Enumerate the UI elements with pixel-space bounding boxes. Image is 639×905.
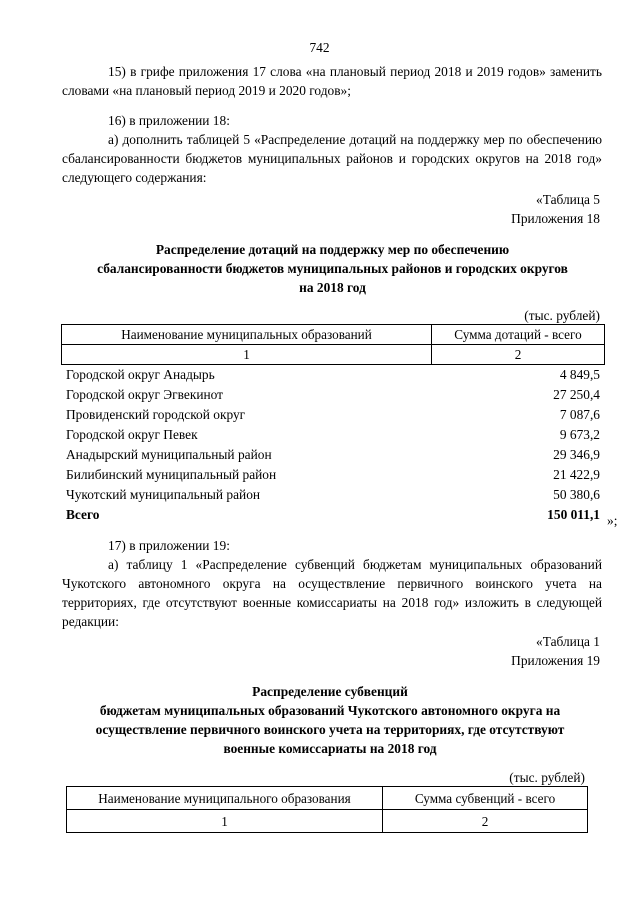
row-value: 9 673,2 [559,426,600,442]
row-name: Городской округ Анадырь [66,366,215,382]
table5-colnum-2: 2 [432,345,605,365]
table5-title-line1: Распределение дотаций на поддержку мер по обеспечению [155,242,510,257]
table1-header-table [66,786,588,833]
table-row [66,424,600,444]
row-name: Городской округ Эгвекинот [66,386,224,402]
row-value: 4 849,5 [559,366,600,382]
table5-closing-quote: »; [607,513,618,528]
table-total-row [66,504,600,524]
table-row [66,404,600,424]
row-value: 27 250,4 [553,386,600,402]
page-number: 742 [309,40,330,55]
paragraph-17-heading: 17) в приложении 19: [108,538,230,553]
table-row [66,384,600,404]
paragraph-17-a: а) таблицу 1 «Распределение субвенций бюджетам муниципальных образований Чукотского автономного округа на осуществление первичного воинского учета на территориях, где отсутствуют военные комиссариаты на 2018 год» изложить в следующей редакции: [62,557,602,629]
row-name: Билибинский муниципальный район [66,466,277,482]
row-value: 7 087,6 [559,406,600,422]
table1-caption-line1: «Таблица 1 [536,634,600,649]
table1-title-line3: осуществление первичного воинского учета на территориях, где отсутствуют [95,722,565,737]
table1-caption-line2: Приложения 19 [511,653,600,668]
table1-colnum-2: 2 [383,810,588,833]
table1-units: (тыс. рублей) [509,770,585,785]
table5-header-name: Наименование муниципальных образований [62,325,432,345]
table5-caption-line2: Приложения 18 [511,211,600,226]
paragraph-16-a: а) дополнить таблицей 5 «Распределение дотаций на поддержку мер по обеспечению сбалансированности бюджетов муниципальных районов и городских округов на 2018 год» следующего содержания: [62,132,602,185]
table-row [66,484,600,504]
table5-title-line3: на 2018 год [299,280,366,295]
table5-header-sum: Сумма дотаций - всего [432,325,605,345]
table1-header-name: Наименование муниципального образования [67,787,383,810]
table-row [66,444,600,464]
row-name: Провиденский городской округ [66,406,246,422]
row-name: Чукотский муниципальный район [66,486,261,502]
table5-body [66,364,600,524]
table5-colnum-1: 1 [62,345,432,365]
row-name: Анадырский муниципальный район [66,446,272,462]
total-value: 150 011,1 [547,506,600,522]
table5-caption-line1: «Таблица 5 [536,192,600,207]
table5-units: (тыс. рублей) [524,308,600,323]
table1-title-line4: военные комиссариаты на 2018 год [223,741,437,756]
table1-colnum-1: 1 [67,810,383,833]
row-value: 29 346,9 [553,446,600,462]
table-row [66,464,600,484]
table1-title-line1: Распределение субвенций [252,684,408,699]
table1-header-sum: Сумма субвенций - всего [383,787,588,810]
row-value: 21 422,9 [553,466,600,482]
paragraph-15: 15) в грифе приложения 17 слова «на плановый период 2018 и 2019 годов» заменить словами «на плановый период 2019 и 2020 годов»; [62,64,602,98]
row-value: 50 380,6 [553,486,600,502]
table1-title-line2: бюджетам муниципальных образований Чукотского автономного округа на [99,703,561,718]
table5-header-table [61,324,605,365]
paragraph-16-heading: 16) в приложении 18: [108,113,230,128]
row-name: Городской округ Певек [66,426,198,442]
table5-title-line2: сбалансированности бюджетов муниципальных районов и городских округов [97,261,568,276]
total-label: Всего [66,506,100,522]
table-row [66,364,600,384]
